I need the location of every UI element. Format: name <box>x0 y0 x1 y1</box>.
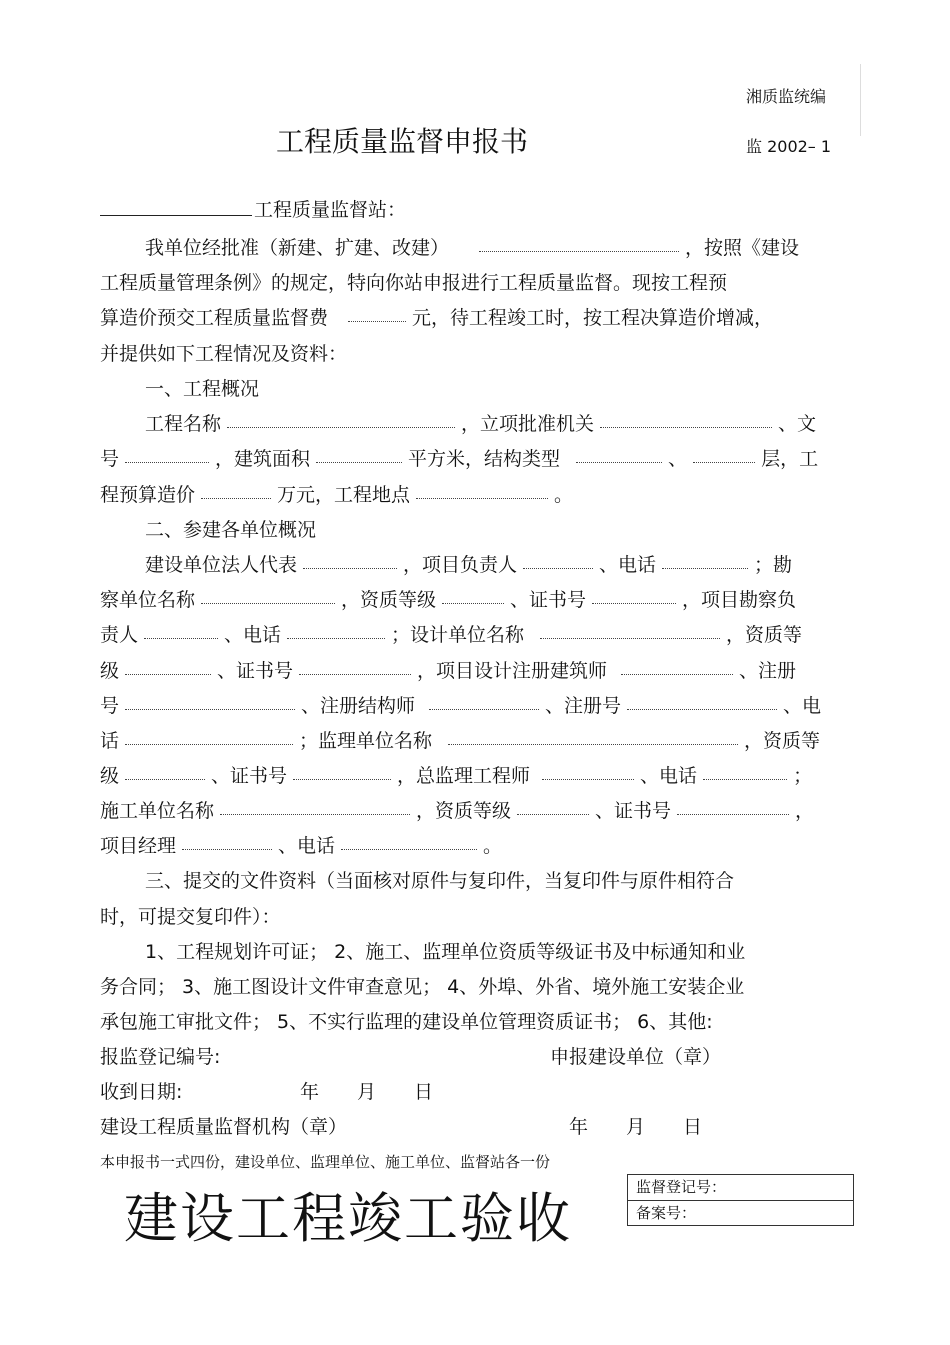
units-line-2: 察单位名称 ，资质等级 、证书号 ，项目勘察负 <box>100 589 797 611</box>
survey-qualification-blank[interactable] <box>442 602 504 604</box>
section-1-heading: 一、工程概况 <box>145 378 260 400</box>
location-blank[interactable] <box>416 497 548 499</box>
section-3-heading: 三、提交的文件资料（当面核对原件与复印件，当复印件与原件相符合 <box>145 870 735 892</box>
section-3-line-2: 时，可提交复印件）： <box>100 906 281 928</box>
document-number-blank[interactable] <box>125 461 209 463</box>
form-number: 监 2002– 1 <box>746 137 832 156</box>
recipient-line: 工程质量监督站： <box>100 195 406 222</box>
registration-box <box>627 1174 854 1226</box>
owner-phone-blank[interactable] <box>662 567 748 569</box>
survey-manager-blank[interactable] <box>144 637 218 639</box>
fee-blank[interactable] <box>348 320 406 322</box>
floors-blank[interactable] <box>693 461 755 463</box>
received-date-label: 收到日期: <box>100 1081 183 1103</box>
agency-day: 日 <box>683 1116 703 1138</box>
overview-line-2: 号 ，建筑面积 平方米，结构类型 、 层，工 <box>100 448 819 470</box>
floor-area-blank[interactable] <box>316 461 402 463</box>
units-line-4: 级 、证书号 ，项目设计注册建筑师 、注册 <box>100 660 797 682</box>
applicant-seal-label: 申报建设单位（章） <box>550 1046 722 1068</box>
margin-divider <box>860 64 861 136</box>
supervision-phone-blank[interactable] <box>703 778 787 780</box>
approval-authority-blank[interactable] <box>600 426 772 428</box>
units-line-3: 责人 、电话 ；设计单位名称 ，资质等 <box>100 624 803 646</box>
budget-blank[interactable] <box>201 497 271 499</box>
received-month: 月 <box>357 1081 377 1103</box>
documents-line-1: 1、工程规划许可证； 2、施工、监理单位资质等级证书及中标通知和业 <box>145 941 746 963</box>
construction-type-blank[interactable] <box>479 250 679 252</box>
overview-line-3: 程预算造价 万元，工程地点 。 <box>100 484 574 506</box>
project-manager-blank[interactable] <box>182 848 272 850</box>
architect-reg-number-blank[interactable] <box>125 708 295 710</box>
registration-number-label: 报监登记编号: <box>100 1046 221 1068</box>
engineer-reg-number-blank[interactable] <box>627 708 777 710</box>
registered-architect-blank[interactable] <box>621 673 733 675</box>
design-qualification-blank[interactable] <box>125 673 211 675</box>
design-certificate-blank[interactable] <box>299 673 411 675</box>
supervision-unit-name-blank[interactable] <box>448 743 738 745</box>
intro-line-4: 并提供如下工程情况及资料： <box>100 343 348 365</box>
intro-line-2: 工程质量管理条例》的规定，特向你站申报进行工程质量监督。现按工程预 <box>100 272 728 294</box>
station-name-blank[interactable] <box>100 214 252 216</box>
supervision-registration-number-field[interactable]: 监督登记号： <box>636 1178 727 1196</box>
owner-legal-rep-blank[interactable] <box>303 567 397 569</box>
construction-certificate-blank[interactable] <box>677 813 789 815</box>
units-line-6: 话 ；监理单位名称 ，资质等 <box>100 730 821 752</box>
construction-unit-name-blank[interactable] <box>220 813 410 815</box>
overview-line-1: 工程名称 ，立项批准机关 、文 <box>145 413 817 435</box>
intro-line-1: 我单位经批准（新建、扩建、改建） ，按照《建设 <box>145 237 800 259</box>
design-phone-blank[interactable] <box>125 743 293 745</box>
units-line-9: 项目经理 、电话 。 <box>100 835 503 857</box>
units-line-5: 号 、注册结构师 、注册号 、电 <box>100 695 822 717</box>
supervision-certificate-blank[interactable] <box>293 778 391 780</box>
page-title: 工程质量监督申报书 <box>276 125 529 158</box>
survey-certificate-blank[interactable] <box>592 602 676 604</box>
agency-month: 月 <box>626 1116 646 1138</box>
survey-phone-blank[interactable] <box>287 637 385 639</box>
form-series-code: 湘质监统编 <box>746 87 827 106</box>
owner-manager-blank[interactable] <box>523 567 593 569</box>
agency-year: 年 <box>569 1116 589 1138</box>
structural-engineer-blank[interactable] <box>429 708 539 710</box>
design-unit-name-blank[interactable] <box>540 637 720 639</box>
filing-number-field[interactable]: 备案号： <box>628 1200 853 1226</box>
received-year: 年 <box>300 1081 320 1103</box>
section-2-heading: 二、参建各单位概况 <box>145 519 317 541</box>
survey-unit-name-blank[interactable] <box>201 602 335 604</box>
project-name-blank[interactable] <box>227 426 455 428</box>
supervision-qualification-blank[interactable] <box>125 778 205 780</box>
copies-note: 本申报书一式四份，建设单位、监理单位、施工单位、监督站各一份 <box>100 1153 551 1171</box>
received-day: 日 <box>414 1081 434 1103</box>
completion-acceptance-title: 建设工程竣工验收 <box>124 1187 572 1250</box>
units-line-8: 施工单位名称 ，资质等级 、证书号 ， <box>100 800 815 822</box>
construction-qualification-blank[interactable] <box>517 813 589 815</box>
documents-line-2: 务合同； 3、施工图设计文件审查意见； 4、外埠、外省、境外施工安装企业 <box>100 976 745 998</box>
manager-phone-blank[interactable] <box>341 848 477 850</box>
units-line-7: 级 、证书号 ，总监理工程师 、电话 ； <box>100 765 813 787</box>
intro-line-3: 算造价预交工程质量监督费 元，待工程竣工时，按工程决算造价增减， <box>100 307 774 329</box>
chief-supervisor-blank[interactable] <box>542 778 634 780</box>
structure-type-blank[interactable] <box>576 461 662 463</box>
agency-seal-label: 建设工程质量监督机构（章） <box>100 1116 348 1138</box>
documents-line-3: 承包施工审批文件； 5、不实行监理的建设单位管理资质证书； 6、其他: <box>100 1011 713 1033</box>
units-line-1: 建设单位法人代表 ，项目负责人 、电话 ；勘 <box>145 554 793 576</box>
